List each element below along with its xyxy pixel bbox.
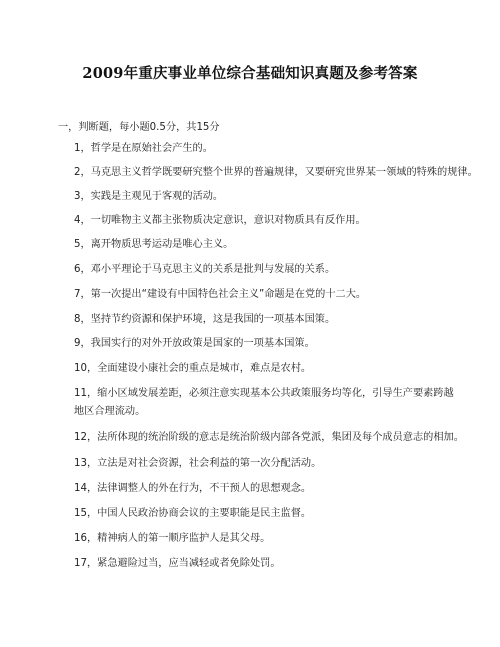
question-item: 17，紧急避险过当，应当减轻或者免除处罚。	[74, 558, 281, 569]
question-item: 14，法律调整人的外在行为，不干预人的思想观念。	[74, 483, 312, 494]
question-item: 2，马克思主义哲学既要研究整个世界的普遍规律，又要研究世界某一领域的特殊的规律。	[74, 167, 478, 178]
question-item: 10，全面建设小康社会的重点是城市，难点是农村。	[74, 363, 312, 374]
question-item: 7，第一次提出“建设有中国特色社会主义”命题是在党的十二大。	[74, 289, 367, 300]
question-item: 12，法所体现的统治阶级的意志是统治阶级内部各党派，集团及每个成员意志的相加。	[74, 432, 464, 443]
page-title: 2009年重庆事业单位综合基础知识真题及参考答案	[82, 65, 418, 82]
question-item: 1，哲学是在原始社会产生的。	[74, 143, 213, 154]
question-item: 15，中国人民政治协商会议的主要职能是民主监督。	[74, 508, 312, 519]
question-item: 13，立法是对社会资源，社会利益的第一次分配活动。	[74, 458, 322, 469]
section-heading: 一，判断题，每小题0.5分，共15分	[58, 122, 220, 133]
question-item: 5，离开物质思考运动是唯心主义。	[74, 239, 234, 250]
question-item: 16，精神病人的第一顺序监护人是其父母。	[74, 533, 271, 544]
question-item: 4，一切唯物主义都主张物质决定意识，意识对物质具有反作用。	[74, 215, 366, 226]
question-item: 3，实践是主观见于客观的活动。	[74, 191, 224, 202]
question-item: 6，邓小平理论于马克思主义的关系是批判与发展的关系。	[74, 264, 336, 275]
question-item: 8，坚持节约资源和保护环境，这是我国的一项基本国策。	[74, 314, 336, 325]
question-item: 11，缩小区域发展差距，必须注意实现基本公共政策服务均等化，引导生产要素跨越地区合理流动。	[74, 388, 454, 417]
question-item: 9，我国实行的对外开放政策是国家的一项基本国策。	[74, 338, 315, 349]
